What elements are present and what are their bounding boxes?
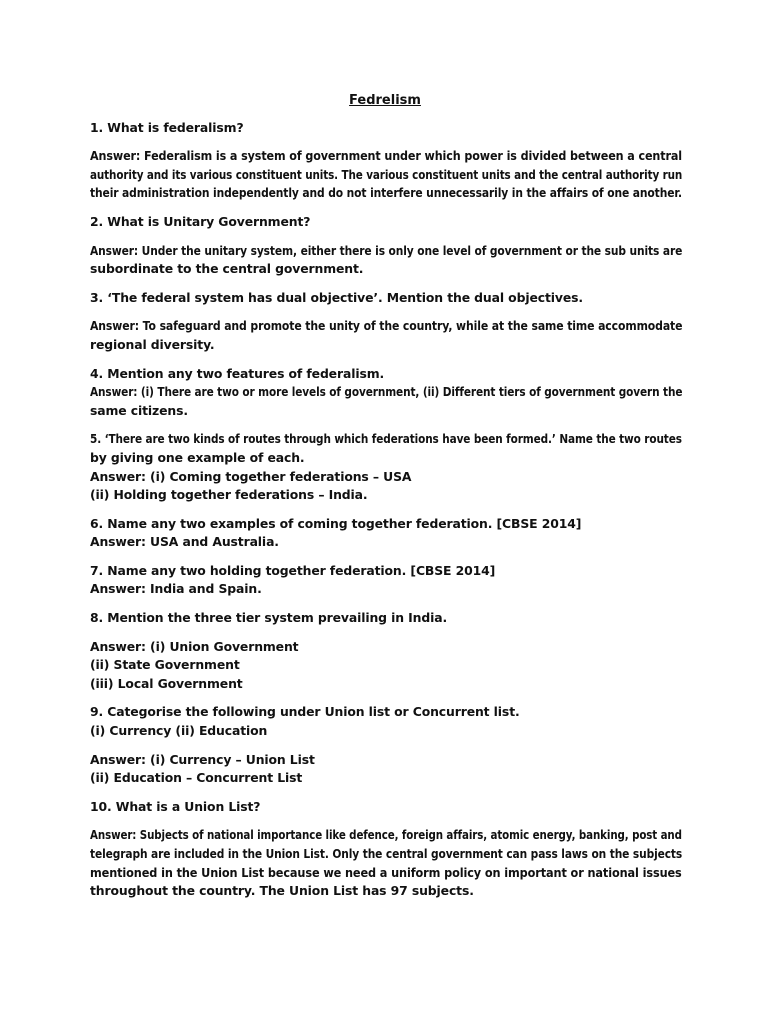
text-line: Answer: (i) Currency – Union List	[90, 751, 315, 767]
paragraph	[90, 147, 683, 203]
text-line: authority and its various constituent units. The various constituent units and the central authority run	[90, 166, 683, 182]
text-line: Answer: Subjects of national importance like defence, foreign affairs, atomic energy, banking, post and	[90, 827, 682, 843]
text-line: 3. ‘The federal system has dual objective’. Mention the dual objectives.	[90, 289, 583, 305]
paragraph	[90, 638, 680, 694]
text-line: (ii) Holding together federations – India.	[90, 487, 368, 503]
text-line: (i) Currency (ii) Education	[90, 723, 268, 739]
document-page	[90, 92, 683, 911]
text-line: their administration independently and do not interfere unnecessarily in the affairs of one another.	[90, 185, 682, 201]
paragraph	[90, 703, 680, 740]
text-line: 5. ‘There are two kinds of routes through which federations have been formed.’ Name the two routes	[90, 431, 682, 447]
paragraph	[90, 751, 680, 788]
paragraph	[90, 562, 680, 599]
text-line: throughout the country. The Union List has 97 subjects.	[90, 883, 474, 899]
paragraph	[90, 242, 683, 279]
document-body	[90, 119, 683, 901]
text-line: 8. Mention the three tier system prevailing in India.	[90, 610, 448, 626]
paragraph	[90, 798, 680, 817]
text-line: by giving one example of each.	[90, 449, 305, 465]
text-line: 2. What is Unitary Government?	[90, 213, 311, 229]
text-line: telegraph are included in the Union List. Only the central government can pass laws on the subjects	[90, 846, 683, 861]
paragraph	[90, 430, 680, 504]
text-line: 4. Mention any two features of federalism.	[90, 365, 385, 381]
text-line: Answer: India and Spain.	[90, 581, 262, 597]
text-line: Answer: USA and Australia.	[90, 534, 279, 550]
paragraph	[90, 289, 680, 308]
text-line: 10. What is a Union List?	[90, 798, 261, 814]
text-line: (ii) State Government	[90, 657, 240, 673]
paragraph	[90, 213, 680, 232]
paragraph	[90, 515, 680, 552]
paragraph	[90, 365, 683, 421]
text-line: Answer: Under the unitary system, either there is only one level of government or the sub units are	[90, 242, 683, 258]
paragraph	[90, 826, 683, 900]
text-line: 7. Name any two holding together federation. [CBSE 2014]	[90, 562, 496, 578]
text-line: (iii) Local Government	[90, 675, 243, 691]
text-line: Answer: (i) Union Government	[90, 638, 299, 654]
text-line: regional diversity.	[90, 336, 215, 352]
paragraph	[90, 119, 680, 138]
text-line: Answer: To safeguard and promote the unity of the country, while at the same time accommodate	[90, 318, 683, 334]
text-line: Answer: (i) Coming together federations – USA	[90, 468, 412, 484]
text-line: Answer: (i) There are two or more levels of government, (ii) Different tiers of government govern the	[90, 384, 683, 400]
text-line: subordinate to the central government.	[90, 261, 364, 277]
text-line: 1. What is federalism?	[90, 119, 244, 135]
text-line: Answer: Federalism is a system of government under which power is divided between a central	[90, 148, 682, 164]
text-line: 6. Name any two examples of coming together federation. [CBSE 2014]	[90, 515, 582, 531]
text-line: 9. Categorise the following under Union list or Concurrent list.	[90, 704, 520, 720]
text-line: mentioned in the Union List because we need a uniform policy on important or national issues	[90, 864, 682, 880]
document-title: Fedrelism	[349, 93, 421, 108]
text-line: (ii) Education – Concurrent List	[90, 770, 303, 786]
paragraph	[90, 609, 680, 628]
paragraph	[90, 317, 683, 354]
text-line: same citizens.	[90, 402, 188, 418]
